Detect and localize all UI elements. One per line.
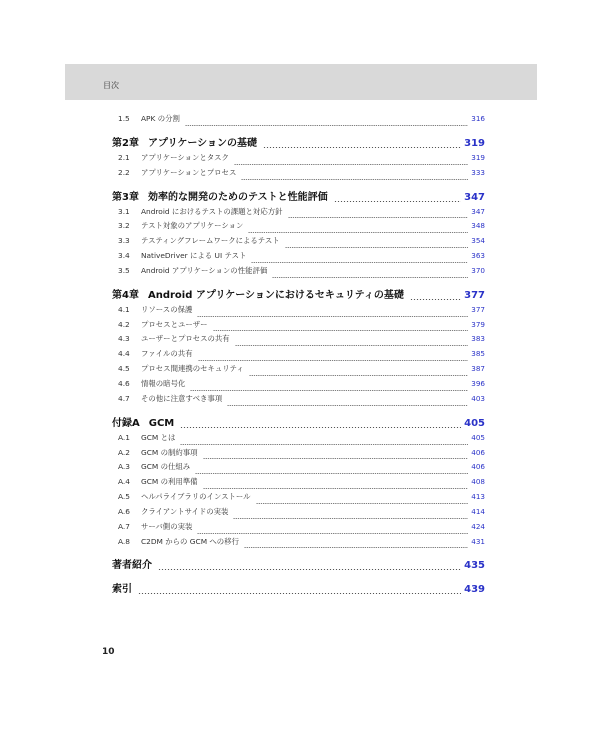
toc-entry-title: プロセスとユーザー bbox=[141, 319, 208, 329]
toc-entry-page[interactable]: 431 bbox=[471, 536, 485, 546]
toc-entry-title: ユーザーとプロセスの共有 bbox=[141, 334, 230, 344]
toc-section-entry[interactable] bbox=[112, 363, 485, 378]
toc-entry-page[interactable]: 319 bbox=[464, 137, 485, 149]
toc-entry-number: 4.3 bbox=[118, 334, 130, 344]
toc-entry-page[interactable]: 377 bbox=[464, 289, 485, 301]
toc-entry-number: 4.4 bbox=[118, 349, 130, 359]
dot-leader bbox=[195, 473, 468, 474]
toc-entry-title: Android アプリケーションにおけるセキュリティの基礎 bbox=[147, 289, 404, 301]
toc-entry-title: 効率的な開発のためのテストと性能評価 bbox=[147, 191, 328, 203]
dot-leader bbox=[180, 427, 461, 428]
dot-leader bbox=[244, 547, 468, 548]
dot-leader bbox=[227, 405, 468, 406]
dot-leader bbox=[234, 164, 468, 165]
toc-entry-number: 3.4 bbox=[118, 251, 130, 261]
table-of-contents bbox=[112, 113, 485, 598]
toc-entry-title: 著者紹介 bbox=[112, 560, 152, 572]
toc-entry-number: A.5 bbox=[118, 492, 130, 502]
dot-leader bbox=[235, 345, 469, 346]
toc-entry-page[interactable]: 333 bbox=[471, 167, 485, 177]
toc-entry-title: GCM の利用準備 bbox=[141, 477, 198, 487]
toc-entry-number: 4.6 bbox=[118, 378, 130, 388]
toc-entry-page[interactable]: 347 bbox=[471, 206, 485, 216]
toc-entry-number: A.4 bbox=[118, 477, 130, 487]
toc-section-entry[interactable] bbox=[112, 447, 485, 462]
toc-entry-title: APK の分割 bbox=[141, 114, 180, 123]
toc-section-entry[interactable] bbox=[112, 235, 485, 250]
toc-entry-title: クライアントサイドの実装 bbox=[141, 506, 229, 516]
toc-chapter-entry[interactable] bbox=[112, 188, 485, 206]
toc-entry-title: その他に注意すべき事項 bbox=[141, 393, 223, 403]
toc-section-entry[interactable] bbox=[112, 378, 485, 393]
dot-leader bbox=[185, 125, 468, 126]
running-header: 目次 bbox=[103, 81, 119, 90]
toc-entry-page[interactable]: 405 bbox=[464, 417, 485, 429]
toc-entry-number: 3.1 bbox=[118, 206, 130, 216]
dot-leader bbox=[213, 330, 469, 331]
dot-leader bbox=[285, 247, 469, 248]
toc-entry-page[interactable]: 348 bbox=[471, 221, 485, 231]
toc-entry-title: プロセス間連携のセキュリティ bbox=[141, 364, 244, 374]
toc-entry-title: GCM の制約事項 bbox=[141, 447, 198, 457]
toc-entry-title: テスト対象のアプリケーション bbox=[141, 221, 244, 231]
dot-leader bbox=[251, 262, 468, 263]
toc-entry-number: 付録A bbox=[112, 417, 140, 429]
toc-entry-title: Android におけるテストの課題と対応方針 bbox=[141, 206, 283, 216]
dot-leader bbox=[272, 277, 468, 278]
toc-entry-page[interactable]: 377 bbox=[471, 304, 485, 314]
toc-entry-page[interactable]: 424 bbox=[471, 521, 485, 531]
toc-section-entry[interactable] bbox=[112, 152, 485, 167]
toc-chapter-entry[interactable] bbox=[112, 414, 485, 432]
toc-entry-title: GCM bbox=[148, 417, 175, 429]
toc-entry-page[interactable]: 403 bbox=[471, 393, 485, 403]
toc-entry-page[interactable]: 406 bbox=[471, 462, 485, 472]
toc-section-entry[interactable] bbox=[112, 319, 485, 334]
toc-entry-page[interactable]: 347 bbox=[464, 191, 485, 203]
toc-section-entry[interactable] bbox=[112, 304, 485, 319]
dot-leader bbox=[248, 232, 468, 233]
toc-entry-title: 索引 bbox=[112, 584, 132, 596]
toc-entry-title: アプリケーションとプロセス bbox=[141, 167, 237, 177]
toc-entry-title: リソースの保護 bbox=[141, 304, 193, 314]
toc-section-entry[interactable] bbox=[112, 113, 485, 128]
toc-entry-page[interactable]: 435 bbox=[464, 560, 485, 572]
toc-entry-page[interactable]: 396 bbox=[471, 378, 485, 388]
toc-entry-number: 3.5 bbox=[118, 265, 130, 275]
dot-leader bbox=[249, 375, 469, 376]
toc-entry-number: 第4章 bbox=[112, 289, 139, 301]
toc-entry-page[interactable]: 316 bbox=[471, 114, 485, 123]
toc-section-entry[interactable] bbox=[112, 167, 485, 182]
toc-entry-page[interactable]: 406 bbox=[471, 447, 485, 457]
toc-entry-page[interactable]: 385 bbox=[471, 349, 485, 359]
toc-section-entry[interactable] bbox=[112, 250, 485, 265]
dot-leader bbox=[410, 299, 461, 300]
dot-leader bbox=[288, 217, 469, 218]
toc-entry-number: 4.2 bbox=[118, 319, 130, 329]
dot-leader bbox=[138, 593, 461, 594]
dot-leader bbox=[203, 488, 469, 489]
toc-section-entry[interactable] bbox=[112, 265, 485, 280]
toc-entry-title: ヘルパライブラリのインストール bbox=[141, 492, 251, 502]
toc-entry-title: アプリケーションの基礎 bbox=[147, 137, 257, 149]
page-number: 10 bbox=[102, 647, 115, 657]
toc-section-entry[interactable] bbox=[112, 506, 485, 521]
toc-entry-number: A.2 bbox=[118, 447, 130, 457]
toc-entry-number: 4.5 bbox=[118, 364, 130, 374]
toc-section-entry[interactable] bbox=[112, 393, 485, 408]
toc-entry-page[interactable]: 413 bbox=[471, 492, 485, 502]
dot-leader bbox=[334, 201, 462, 202]
dot-leader bbox=[256, 503, 469, 504]
dot-leader bbox=[197, 533, 468, 534]
dot-leader bbox=[263, 147, 461, 148]
toc-entry-number: 2.2 bbox=[118, 167, 130, 177]
toc-entry-page[interactable]: 370 bbox=[471, 265, 485, 275]
toc-chapter-entry[interactable] bbox=[112, 286, 485, 304]
dot-leader bbox=[180, 444, 468, 445]
toc-chapter-entry[interactable] bbox=[112, 134, 485, 152]
dot-leader bbox=[158, 569, 461, 570]
toc-entry-title: C2DM からの GCM への移行 bbox=[141, 536, 239, 546]
toc-section-entry[interactable] bbox=[112, 521, 485, 536]
toc-section-entry[interactable] bbox=[112, 348, 485, 363]
toc-section-entry[interactable] bbox=[112, 476, 485, 491]
toc-section-entry[interactable] bbox=[112, 220, 485, 235]
toc-entry-page[interactable]: 383 bbox=[471, 334, 485, 344]
toc-entry-page[interactable]: 379 bbox=[471, 319, 485, 329]
dot-leader bbox=[198, 360, 469, 361]
toc-entry-number: A.1 bbox=[118, 432, 130, 442]
toc-entry-number: 1.5 bbox=[118, 114, 130, 123]
toc-entry-number: A.7 bbox=[118, 521, 130, 531]
toc-section-entry[interactable] bbox=[112, 432, 485, 447]
toc-chapter-entry[interactable] bbox=[112, 580, 485, 598]
toc-chapter-entry[interactable] bbox=[112, 556, 485, 574]
toc-entry-number: 2.1 bbox=[118, 152, 130, 162]
dot-leader bbox=[233, 518, 468, 519]
header-band bbox=[65, 64, 537, 100]
toc-entry-title: ファイルの共有 bbox=[141, 349, 193, 359]
toc-entry-title: Android アプリケーションの性能評価 bbox=[141, 265, 268, 275]
toc-entry-page[interactable]: 405 bbox=[471, 432, 485, 442]
toc-entry-title: 情報の暗号化 bbox=[141, 378, 186, 388]
toc-section-entry[interactable] bbox=[112, 206, 485, 221]
dot-leader bbox=[190, 390, 468, 391]
toc-entry-page[interactable]: 408 bbox=[471, 477, 485, 487]
toc-section-entry[interactable] bbox=[112, 333, 485, 348]
toc-entry-number: 第2章 bbox=[112, 137, 139, 149]
toc-entry-number: 3.2 bbox=[118, 221, 130, 231]
toc-entry-title: GCM の仕組み bbox=[141, 462, 191, 472]
toc-entry-number: A.3 bbox=[118, 462, 130, 472]
toc-entry-page[interactable]: 354 bbox=[471, 236, 485, 246]
toc-entry-page[interactable]: 439 bbox=[464, 584, 485, 596]
toc-section-entry[interactable] bbox=[112, 461, 485, 476]
toc-entry-title: サーバ側の実装 bbox=[141, 521, 193, 531]
toc-entry-number: A.8 bbox=[118, 536, 130, 546]
dot-leader bbox=[197, 316, 468, 317]
toc-entry-page[interactable]: 414 bbox=[471, 506, 485, 516]
toc-entry-number: 第3章 bbox=[112, 191, 139, 203]
toc-entry-number: 3.3 bbox=[118, 236, 130, 246]
toc-entry-number: 4.1 bbox=[118, 304, 130, 314]
toc-entry-number: 4.7 bbox=[118, 393, 130, 403]
toc-entry-title: GCM とは bbox=[141, 432, 176, 442]
toc-entry-page[interactable]: 363 bbox=[471, 251, 485, 261]
toc-entry-number: A.6 bbox=[118, 506, 130, 516]
toc-entry-page[interactable]: 387 bbox=[471, 364, 485, 374]
toc-entry-title: NativeDriver による UI テスト bbox=[141, 251, 247, 261]
dot-leader bbox=[241, 179, 468, 180]
toc-entry-page[interactable]: 319 bbox=[471, 152, 485, 162]
toc-section-entry[interactable] bbox=[112, 536, 485, 551]
toc-entry-title: アプリケーションとタスク bbox=[141, 152, 229, 162]
toc-entry-title: テスティングフレームワークによるテスト bbox=[141, 236, 280, 246]
dot-leader bbox=[203, 458, 469, 459]
toc-section-entry[interactable] bbox=[112, 491, 485, 506]
